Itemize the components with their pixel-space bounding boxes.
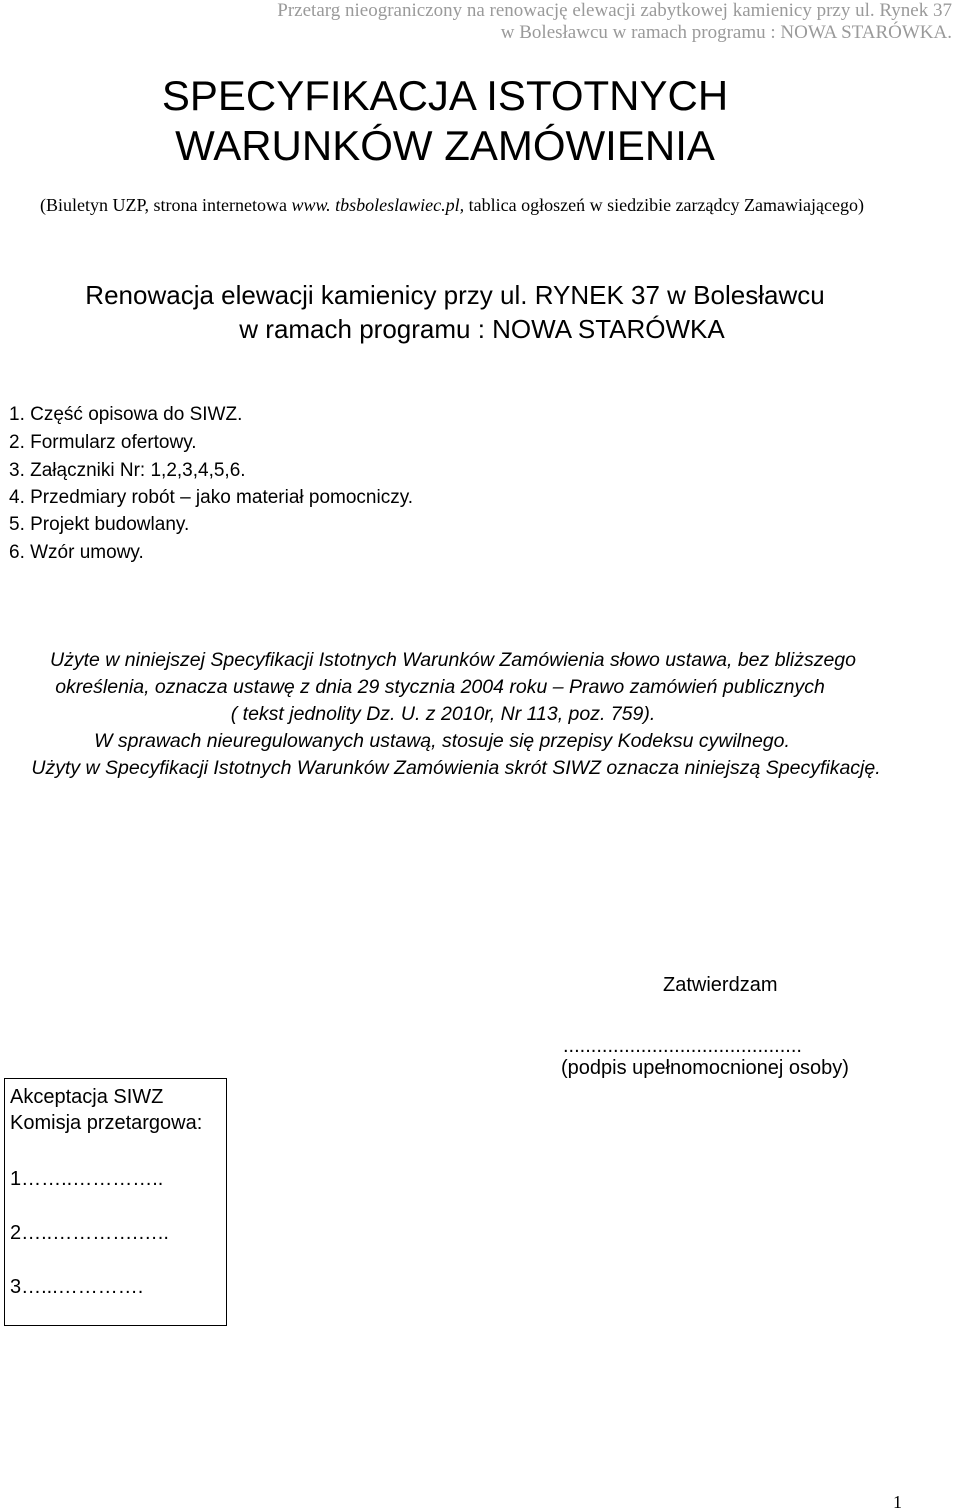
project-title-line-1: Renowacja elewacji kamienicy przy ul. RYNEK 37 w Bolesławcu bbox=[85, 280, 825, 310]
note-line-2: określenia, oznacza ustawę z dnia 29 stycznia 2004 roku – Prawo zamówień publicznych bbox=[55, 676, 825, 698]
project-title-line-2: w ramach programu : NOWA STARÓWKA bbox=[239, 314, 725, 344]
commission-box-line-1: Akceptacja SIWZ bbox=[10, 1086, 164, 1108]
header-line-2: w Bolesławcu w ramach programu : NOWA STARÓWKA. bbox=[500, 22, 952, 43]
publication-prefix: (Biuletyn UZP, strona internetowa bbox=[40, 195, 292, 215]
note-line-1: Użyte w niniejszej Specyfikacji Istotnych Warunków Zamówienia słowo ustawa, bez bliższego bbox=[50, 649, 856, 671]
note-line-5: Użyty w Specyfikacji Istotnych Warunków Zamówienia skrót SIWZ oznacza niniejszą Specyfikację. bbox=[31, 757, 881, 779]
commission-member-1: 1……..………….. bbox=[10, 1168, 164, 1190]
approval-label: Zatwierdzam bbox=[663, 974, 778, 996]
publication-info bbox=[40, 194, 864, 216]
publication-suffix: tablica ogłoszeń w siedzibie zarządcy Zamawiającego) bbox=[464, 195, 864, 215]
page-number: 1 bbox=[893, 1492, 902, 1512]
commission-member-2: 2…..………….….. bbox=[10, 1222, 169, 1244]
document-title-line-1: SPECYFIKACJA ISTOTNYCH bbox=[161, 72, 729, 119]
contents-item-6: 6. Wzór umowy. bbox=[9, 542, 144, 563]
contents-item-3: 3. Załączniki Nr: 1,2,3,4,5,6. bbox=[9, 460, 246, 481]
contents-item-4: 4. Przedmiary robót – jako materiał pomocniczy. bbox=[9, 487, 414, 508]
contents-item-2: 2. Formularz ofertowy. bbox=[9, 432, 197, 453]
commission-box-line-2: Komisja przetargowa: bbox=[10, 1112, 203, 1134]
contents-item-1: 1. Część opisowa do SIWZ. bbox=[9, 404, 243, 425]
note-line-4: W sprawach nieuregulowanych ustawą, stosuje się przepisy Kodeksu cywilnego. bbox=[94, 730, 790, 752]
header-line-1: Przetarg nieograniczony na renowację elewacji zabytkowej kamienicy przy ul. Rynek 37 bbox=[277, 0, 952, 21]
contents-item-5: 5. Projekt budowlany. bbox=[9, 514, 190, 535]
page-header bbox=[277, 0, 952, 44]
signature-dots: ........................................... bbox=[563, 1035, 802, 1057]
commission-member-3: 3…...…………. bbox=[10, 1276, 144, 1298]
signature-caption: (podpis upełnomocnionej osoby) bbox=[561, 1057, 849, 1079]
publication-website: www. tbsboleslawiec.pl, bbox=[291, 195, 465, 215]
document-title-line-2: WARUNKÓW ZAMÓWIENIA bbox=[175, 122, 715, 169]
note-line-3: ( tekst jednolity Dz. U. z 2010r, Nr 113, poz. 759). bbox=[230, 703, 656, 725]
